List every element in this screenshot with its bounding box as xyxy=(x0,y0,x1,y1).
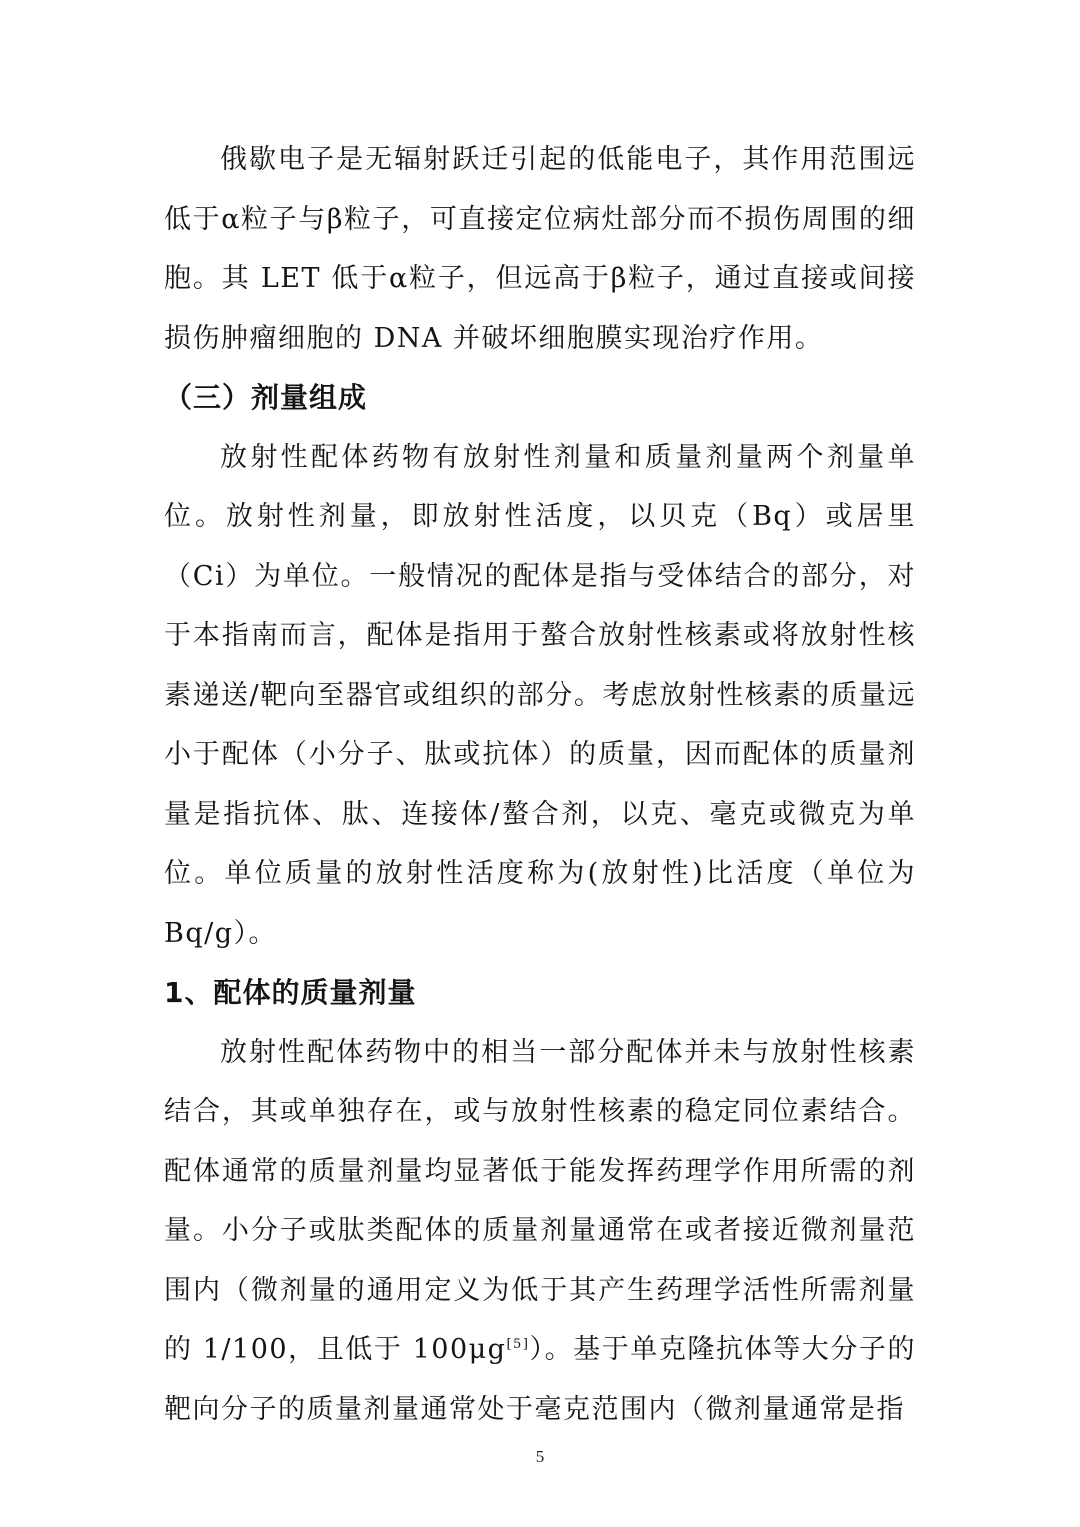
paragraph-ligand-mass-dose-text-1: 放射性配体药物中的相当一部分配体并未与放射性核素结合，其或单独存在，或与放射性核素的稳定同位素结合。配体通常的质量剂量均显著低于能发挥药理学作用所需的剂量。小分子或肽类配体的质量剂量通常在或者接近微剂量范围内（微剂量的通用定义为低于其产生药理学活性所需剂量的 1/100，且低于 100μg xyxy=(164,1036,916,1365)
reference-superscript: [5] xyxy=(506,1337,530,1352)
page-number: 5 xyxy=(535,1447,545,1466)
paragraph-dose-units: 放射性配体药物有放射性剂量和质量剂量两个剂量单位。放射性剂量，即放射性活度，以贝克（Bq）或居里（Ci）为单位。一般情况的配体是指与受体结合的部分，对于本指南而言，配体是指用于螯合放射性核素或将放射性核素递送/靶向至器官或组织的部分。考虑放射性核素的质量远小于配体（小分子、肽或抗体）的质量，因而配体的质量剂量是指抗体、肽、连接体/螯合剂，以克、毫克或微克为单位。单位质量的放射性活度称为(放射性)比活度（单位为 Bq/g）。 xyxy=(164,441,916,949)
paragraph-ligand-mass-dose xyxy=(164,1023,916,1440)
page-content xyxy=(164,130,916,1439)
section-heading-dose-composition: （三）剂量组成 xyxy=(164,381,368,414)
paragraph-auger-electrons: 俄歇电子是无辐射跃迁引起的低能电子，其作用范围远低于α粒子与β粒子，可直接定位病灶部分而不损伤周围的细胞。其 LET 低于α粒子，但远高于β粒子，通过直接或间接损伤肿瘤细胞的 DNA 并破坏细胞膜实现治疗作用。 xyxy=(164,144,916,354)
subsection-heading-ligand-mass-dose: 1、配体的质量剂量 xyxy=(164,976,417,1009)
paragraph-ligand-mass-dose-text-2: ）。基于单克隆抗体等大分子的靶向分子的质量剂量通常处于毫克范围内（微剂量通常是指 xyxy=(164,1334,917,1425)
